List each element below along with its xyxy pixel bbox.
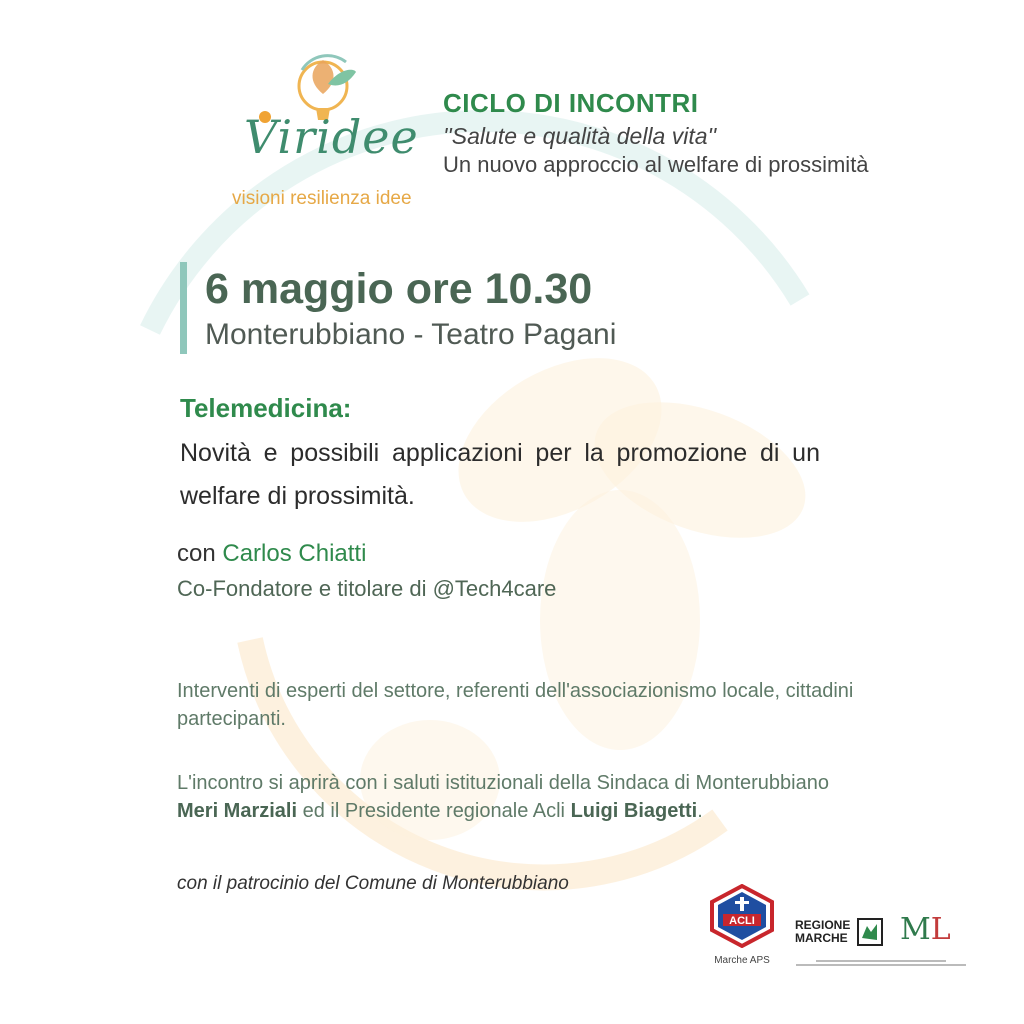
ministry-logo (900, 912, 962, 947)
participants-note: Interventi di esperti del settore, referenti dell'associazionismo locale, cittadini partecipanti. (177, 680, 854, 730)
footer-fineprint (796, 958, 966, 968)
event-venue: Monterubbiano - Teatro Pagani (205, 318, 617, 351)
ml-mark-l: L (930, 912, 951, 947)
acli-caption: Marche APS (714, 955, 770, 966)
opening-note (177, 769, 877, 825)
mayor-name: Meri Marziali (177, 800, 298, 822)
logo-wordmark: Viridee (244, 110, 419, 164)
patronage-note: con il patrocinio del Comune di Monterubbiano (177, 873, 569, 894)
regione-line-1: REGIONE (795, 918, 851, 932)
viridee-logo (228, 50, 419, 220)
logo-tagline: visioni resilienza idee (232, 188, 412, 209)
event-date-block (180, 262, 616, 354)
topic-description: Novità e possibili applicazioni per la promozione di un welfare di prossimità. (180, 439, 820, 510)
topic-section (180, 393, 820, 518)
opening-text-1: L'incontro si aprirà con i saluti istituzionali della Sindaca di Monterubbiano (177, 772, 829, 794)
ml-mark-m: M (900, 912, 931, 947)
event-date-time: 6 maggio ore 10.30 (205, 265, 593, 313)
regione-line-2: MARCHE (795, 931, 848, 945)
series-description: Un nuovo approccio al welfare di prossimità (443, 152, 869, 177)
speaker-name: Carlos Chiatti (222, 540, 367, 567)
series-title: CICLO DI INCONTRI (443, 88, 699, 118)
opening-text-2: ed il Presidente regionale Acli (302, 800, 565, 822)
acli-label: ACLI (729, 915, 755, 927)
president-name: Luigi Biagetti (570, 800, 698, 822)
event-notes (177, 677, 877, 825)
series-subtitle: ''Salute e qualità della vita'' (443, 123, 717, 149)
regione-marche-logo (795, 918, 883, 946)
speaker-section (177, 540, 556, 602)
acli-logo (709, 884, 775, 966)
speaker-role: Co-Fondatore e titolare di @Tech4care (177, 576, 557, 601)
series-header (443, 88, 869, 178)
speaker-prefix: con (177, 540, 216, 567)
acli-shield-icon (709, 884, 775, 948)
regione-marche-emblem-icon (857, 918, 883, 946)
topic-title: Telemedicina: (180, 393, 352, 423)
opening-period: . (697, 800, 703, 822)
speaker-line (177, 540, 556, 568)
ml-mark (900, 912, 951, 947)
